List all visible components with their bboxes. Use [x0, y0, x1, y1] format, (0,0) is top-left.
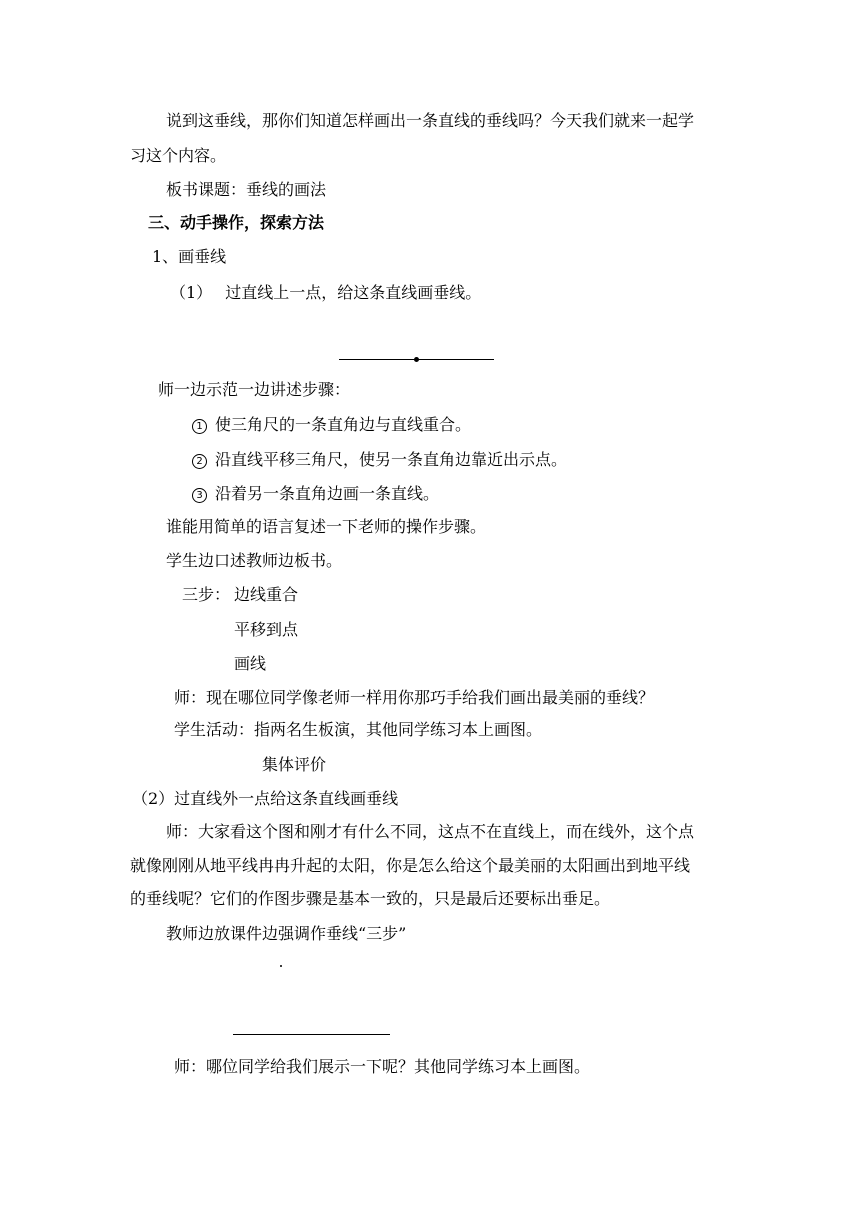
step-2: [192, 450, 567, 470]
step-text: 沿着另一条直角边画一条直线。: [215, 484, 440, 503]
step-text: 沿直线平移三角尺，使另一条直角边靠近出示点。: [215, 450, 568, 469]
teacher-demo: 师一边示范一边讲述步骤：: [158, 380, 351, 399]
step-1: [192, 415, 471, 435]
group-evaluation: 集体评价: [262, 755, 327, 774]
case-2-paragraph-line-3: 的垂线呢？它们的作图步骤是基本一致的，只是最后还要标出垂足。: [130, 889, 611, 908]
figure-2-line: [233, 1034, 390, 1035]
teacher-ask: 师：现在哪位同学像老师一样用你那巧手给我们画出最美丽的垂线？: [174, 688, 655, 707]
step-number-badge: 1: [192, 419, 207, 434]
case-1-line: [170, 283, 481, 303]
step-text: 使三角尺的一条直角边与直线重合。: [215, 415, 472, 434]
three-step-item: 边线重合: [234, 585, 299, 604]
section-heading: 三、动手操作，探索方法: [148, 213, 325, 232]
case-2-paragraph-line-1: 师：大家看这个图和刚才有什么不同，这点不在直线上，而在线外，这个点: [166, 822, 695, 841]
question-retell: 谁能用简单的语言复述一下老师的操作步骤。: [166, 517, 487, 536]
case-1-number: （1）: [170, 283, 213, 302]
step-number-badge: 3: [192, 488, 207, 503]
three-step-item: 画线: [234, 654, 267, 673]
step-3: [192, 484, 439, 504]
student-retell: 学生边口述教师边板书。: [166, 551, 343, 570]
intro-line-1: 说到这垂线，那你们知道怎样画出一条直线的垂线吗？今天我们就来一起学: [166, 111, 695, 130]
sub-heading-draw-perpendicular: 1、画垂线: [152, 247, 227, 266]
case-2-paragraph-line-2: 就像刚刚从地平线冉冉升起的太阳，你是怎么给这个最美丽的太阳画出到地平线: [130, 856, 691, 875]
three-step-item: 平移到点: [234, 620, 299, 639]
board-title: 板书课题：垂线的画法: [166, 180, 327, 199]
final-teacher-question: 师：哪位同学给我们展示一下呢？其他同学练习本上画图。: [174, 1057, 591, 1076]
intro-line-2: 习这个内容。: [130, 146, 227, 165]
figure-2-point: [280, 965, 282, 967]
case-2-heading: （2）过直线外一点给这条直线画垂线: [132, 789, 399, 808]
three-steps-label: 三步：: [182, 585, 231, 604]
courseware-emphasis: 教师边放课件边强调作垂线“三步”: [166, 924, 407, 943]
student-activity: 学生活动：指两名生板演，其他同学练习本上画图。: [174, 720, 543, 739]
figure-1-point: [414, 357, 419, 362]
step-number-badge: 2: [192, 454, 207, 469]
case-1-text: 过直线上一点，给这条直线画垂线。: [225, 283, 482, 302]
